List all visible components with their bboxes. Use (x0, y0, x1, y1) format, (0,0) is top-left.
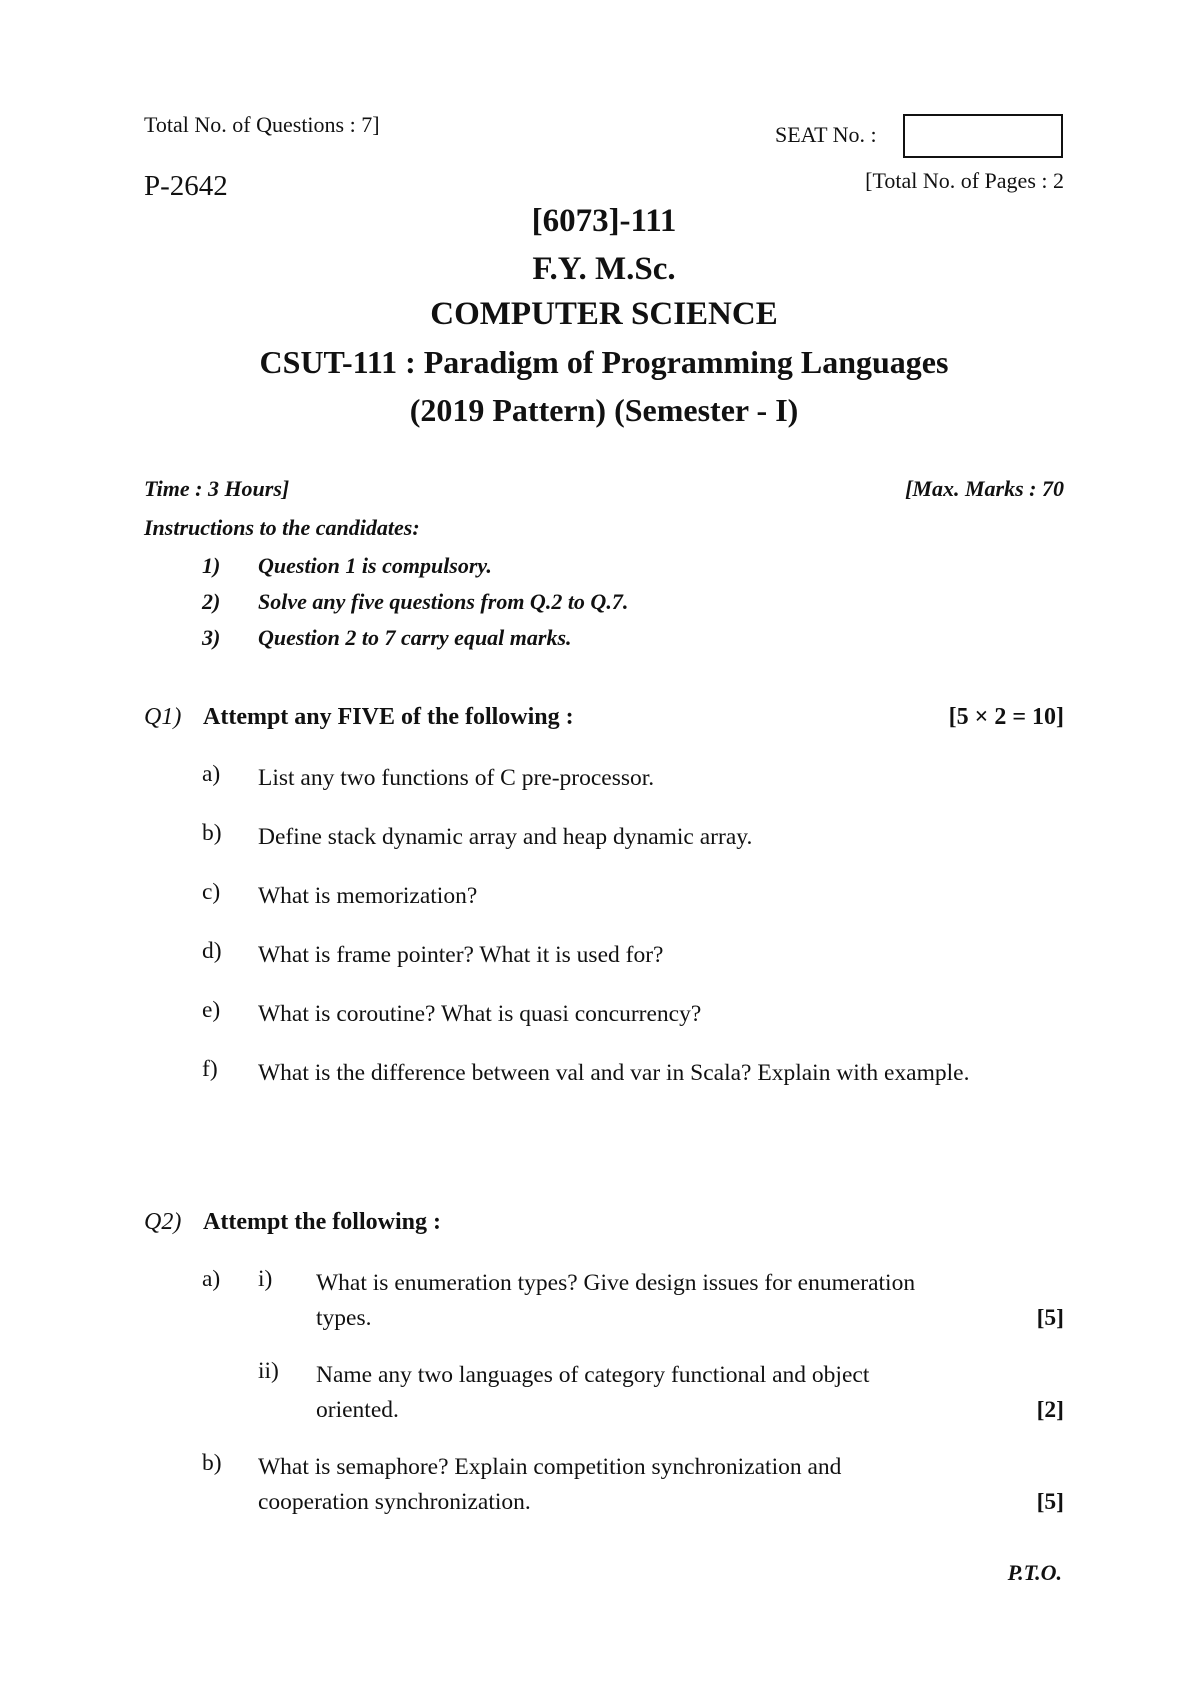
subitem-line-2-text: oriented. (316, 1397, 399, 1423)
question-marks: [5 × 2 = 10] (948, 704, 1064, 730)
max-marks: [Max. Marks : 70 (905, 476, 1064, 501)
item-line-2-text: cooperation synchronization. (258, 1489, 531, 1515)
exam-code: [6073]-111 (531, 203, 677, 239)
total-pages: [Total No. of Pages : 2 (865, 168, 1064, 193)
item-marks: [5] (1036, 1489, 1064, 1515)
subitem-label: i) (258, 1266, 273, 1292)
seat-number-box (903, 114, 1063, 158)
subitem-line-2 (316, 1301, 1064, 1336)
instruction-number: 3) (202, 625, 221, 650)
item-text: What is frame pointer? What it is used for? (258, 942, 664, 968)
paper-title: CSUT-111 : Paradigm of Programming Languages (259, 344, 949, 380)
item-text (258, 1450, 1064, 1520)
instructions-heading: Instructions to the candidates: (144, 515, 420, 540)
question-text: Attempt any FIVE of the following : (203, 704, 574, 730)
item-label: a) (202, 761, 221, 787)
instruction-number: 1) (202, 553, 221, 578)
subitem-line-2 (316, 1393, 1064, 1428)
seat-number-label: SEAT No. : (775, 122, 877, 147)
item-text: List any two functions of C pre-processor. (258, 765, 655, 791)
course-name: F.Y. M.Sc. (532, 251, 676, 287)
instruction-text: Question 1 is compulsory. (258, 553, 492, 578)
item-label: b) (202, 1450, 222, 1476)
subject-name: COMPUTER SCIENCE (430, 296, 778, 332)
paper-code: P-2642 (144, 170, 228, 202)
question-number: Q1) (144, 704, 182, 730)
instruction-number: 2) (202, 589, 221, 614)
instruction-text: Solve any five questions from Q.2 to Q.7. (258, 589, 629, 614)
subitem-marks: [5] (1036, 1305, 1064, 1331)
time-limit: Time : 3 Hours] (144, 476, 290, 501)
item-line-2 (258, 1485, 1064, 1520)
subitem-marks: [2] (1036, 1397, 1064, 1423)
question-text: Attempt the following : (203, 1209, 441, 1235)
item-label: a) (202, 1266, 221, 1292)
subitem-line-2-text: types. (316, 1305, 372, 1331)
subitem-text (316, 1266, 1064, 1336)
item-label: c) (202, 879, 221, 905)
total-questions: Total No. of Questions : 7] (144, 112, 380, 137)
item-label: b) (202, 820, 222, 846)
instruction-text: Question 2 to 7 carry equal marks. (258, 625, 572, 650)
item-label: d) (202, 938, 222, 964)
please-turn-over: P.T.O. (1007, 1560, 1062, 1585)
subitem-text (316, 1358, 1064, 1428)
subitem-line-1: Name any two languages of category functional and object (316, 1362, 870, 1388)
item-text: Define stack dynamic array and heap dynamic array. (258, 824, 753, 850)
item-line-1: What is semaphore? Explain competition synchronization and (258, 1454, 842, 1480)
item-label: e) (202, 997, 221, 1023)
item-text: What is coroutine? What is quasi concurrency? (258, 1001, 702, 1027)
item-text: What is the difference between val and var in Scala? Explain with example. (258, 1060, 970, 1086)
subitem-label: ii) (258, 1358, 279, 1384)
question-number: Q2) (144, 1209, 182, 1235)
subitem-line-1: What is enumeration types? Give design issues for enumeration (316, 1270, 916, 1296)
item-label: f) (202, 1056, 218, 1082)
item-text: What is memorization? (258, 883, 478, 909)
pattern-semester: (2019 Pattern) (Semester - I) (409, 392, 799, 428)
